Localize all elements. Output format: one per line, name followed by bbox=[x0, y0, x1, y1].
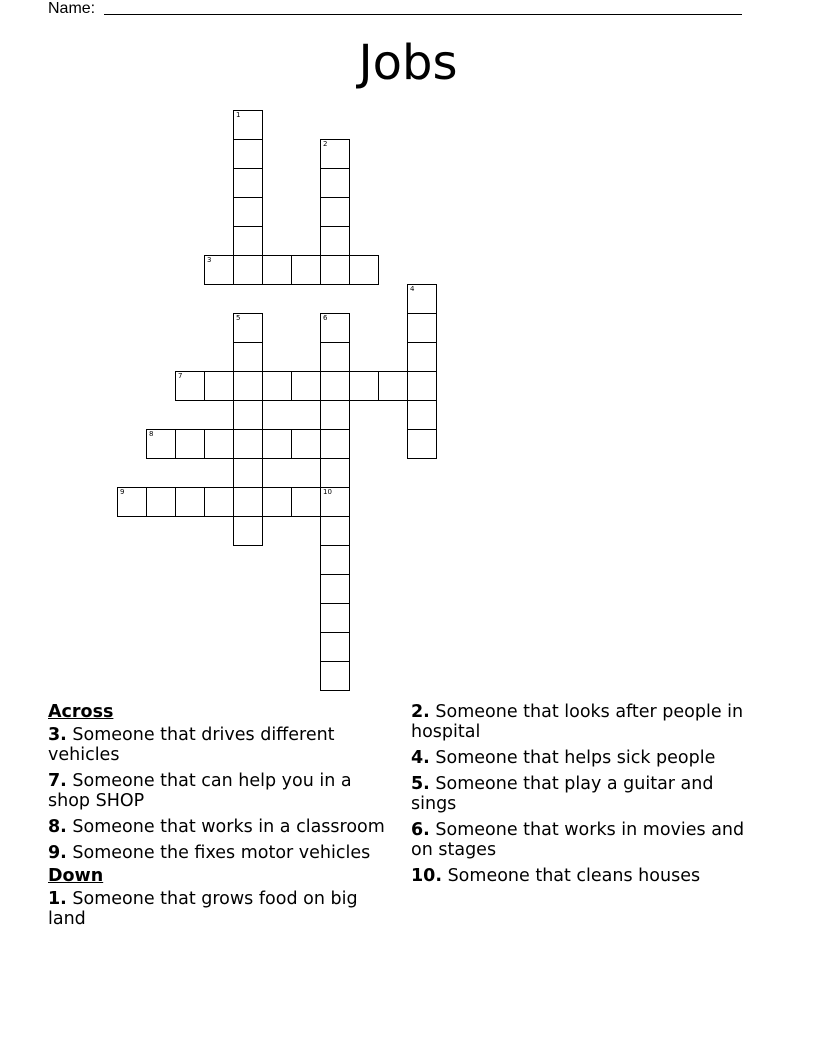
clues-left-column bbox=[48, 702, 393, 935]
clue-across-8 bbox=[48, 817, 393, 837]
clue-number-label: 4 bbox=[410, 285, 415, 293]
crossword-cell[interactable] bbox=[262, 429, 292, 459]
crossword-cell[interactable] bbox=[320, 226, 350, 256]
clue-down-6 bbox=[411, 820, 756, 860]
crossword-cell[interactable] bbox=[117, 487, 147, 517]
crossword-cell[interactable] bbox=[204, 371, 234, 401]
crossword-cell[interactable] bbox=[407, 313, 437, 343]
crossword-cell[interactable] bbox=[146, 487, 176, 517]
clue-number-label: 3 bbox=[207, 256, 212, 264]
crossword-cell[interactable] bbox=[378, 371, 408, 401]
crossword-cell[interactable] bbox=[291, 255, 321, 285]
crossword-cell[interactable] bbox=[407, 371, 437, 401]
crossword-cell[interactable] bbox=[233, 226, 263, 256]
clue-text: Someone that helps sick people bbox=[429, 748, 716, 768]
crossword-cell[interactable] bbox=[407, 342, 437, 372]
clue-down-5 bbox=[411, 774, 756, 814]
clue-number-label: 5 bbox=[236, 314, 241, 322]
crossword-cell[interactable] bbox=[262, 371, 292, 401]
clue-number: 7. bbox=[48, 771, 67, 791]
crossword-cell[interactable] bbox=[262, 255, 292, 285]
crossword-cell[interactable] bbox=[233, 139, 263, 169]
clue-text: Someone that works in movies and on stages bbox=[411, 820, 745, 860]
crossword-cell[interactable] bbox=[320, 400, 350, 430]
crossword-cell[interactable] bbox=[233, 487, 263, 517]
crossword-cell[interactable] bbox=[320, 313, 350, 343]
crossword-cell[interactable] bbox=[204, 255, 234, 285]
clue-down-4 bbox=[411, 748, 756, 768]
crossword-cell[interactable] bbox=[262, 487, 292, 517]
crossword-cell[interactable] bbox=[320, 458, 350, 488]
crossword-cell[interactable] bbox=[407, 429, 437, 459]
clue-number: 4. bbox=[411, 748, 430, 768]
crossword-cell[interactable] bbox=[407, 400, 437, 430]
crossword-cell[interactable] bbox=[320, 487, 350, 517]
across-heading: Across bbox=[48, 702, 114, 722]
crossword-cell[interactable] bbox=[233, 255, 263, 285]
crossword-cell[interactable] bbox=[349, 255, 379, 285]
crossword-cell[interactable] bbox=[320, 139, 350, 169]
crossword-cell[interactable] bbox=[175, 371, 205, 401]
crossword-cell[interactable] bbox=[233, 110, 263, 140]
clue-number: 3. bbox=[48, 725, 67, 745]
crossword-cell[interactable] bbox=[175, 487, 205, 517]
crossword-cell[interactable] bbox=[233, 429, 263, 459]
crossword-cell[interactable] bbox=[291, 371, 321, 401]
clue-number: 2. bbox=[411, 702, 430, 722]
clue-text: Someone that play a guitar and sings bbox=[411, 774, 714, 814]
crossword-cell[interactable] bbox=[320, 371, 350, 401]
crossword-cell[interactable] bbox=[320, 661, 350, 691]
crossword-cell[interactable] bbox=[291, 429, 321, 459]
clues-right-column bbox=[411, 702, 756, 892]
clue-number-label: 2 bbox=[323, 140, 328, 148]
clue-number-label: 6 bbox=[323, 314, 328, 322]
clue-across-9 bbox=[48, 843, 393, 863]
clue-text: Someone that grows food on big land bbox=[48, 889, 358, 929]
clue-number: 1. bbox=[48, 889, 67, 909]
crossword-cell[interactable] bbox=[233, 342, 263, 372]
crossword-cell[interactable] bbox=[146, 429, 176, 459]
clue-number: 10. bbox=[411, 866, 443, 886]
crossword-cell[interactable] bbox=[320, 603, 350, 633]
clue-down-2 bbox=[411, 702, 756, 742]
crossword-cell[interactable] bbox=[233, 400, 263, 430]
crossword-cell[interactable] bbox=[320, 168, 350, 198]
clue-text: Someone that cleans houses bbox=[442, 866, 701, 886]
crossword-cell[interactable] bbox=[233, 458, 263, 488]
crossword-cell[interactable] bbox=[320, 516, 350, 546]
clue-number-label: 1 bbox=[236, 111, 241, 119]
clue-number-label: 8 bbox=[149, 430, 154, 438]
clue-across-7 bbox=[48, 771, 393, 811]
crossword-cell[interactable] bbox=[407, 284, 437, 314]
clue-number-label: 10 bbox=[323, 488, 332, 496]
clue-down-10 bbox=[411, 866, 756, 886]
clue-number-label: 9 bbox=[120, 488, 125, 496]
clue-number-label: 7 bbox=[178, 372, 183, 380]
clue-down-1 bbox=[48, 889, 393, 929]
crossword-cell[interactable] bbox=[233, 371, 263, 401]
clue-text: Someone that can help you in a shop SHOP bbox=[48, 771, 352, 811]
crossword-cell[interactable] bbox=[320, 429, 350, 459]
clue-text: Someone that works in a classroom bbox=[66, 817, 385, 837]
clue-across-3 bbox=[48, 725, 393, 765]
clue-number: 6. bbox=[411, 820, 430, 840]
crossword-cell[interactable] bbox=[291, 487, 321, 517]
crossword-cell[interactable] bbox=[320, 545, 350, 575]
name-label: Name: bbox=[48, 0, 96, 17]
crossword-cell[interactable] bbox=[233, 313, 263, 343]
crossword-cell[interactable] bbox=[175, 429, 205, 459]
clue-text: Someone the fixes motor vehicles bbox=[66, 843, 371, 863]
crossword-cell[interactable] bbox=[320, 342, 350, 372]
crossword-cell[interactable] bbox=[320, 197, 350, 227]
clue-number: 8. bbox=[48, 817, 67, 837]
page-title: Jobs bbox=[358, 35, 458, 91]
crossword-cell[interactable] bbox=[349, 371, 379, 401]
clue-text: Someone that drives different vehicles bbox=[48, 725, 335, 765]
crossword-cell[interactable] bbox=[320, 632, 350, 662]
crossword-cell[interactable] bbox=[233, 197, 263, 227]
clue-number: 9. bbox=[48, 843, 67, 863]
crossword-cell[interactable] bbox=[204, 487, 234, 517]
clue-text: Someone that looks after people in hospital bbox=[411, 702, 744, 742]
crossword-cell[interactable] bbox=[320, 255, 350, 285]
crossword-cell[interactable] bbox=[233, 168, 263, 198]
crossword-cell[interactable] bbox=[204, 429, 234, 459]
crossword-cell[interactable] bbox=[233, 516, 263, 546]
down-heading: Down bbox=[48, 866, 104, 886]
crossword-cell[interactable] bbox=[320, 574, 350, 604]
clue-number: 5. bbox=[411, 774, 430, 794]
